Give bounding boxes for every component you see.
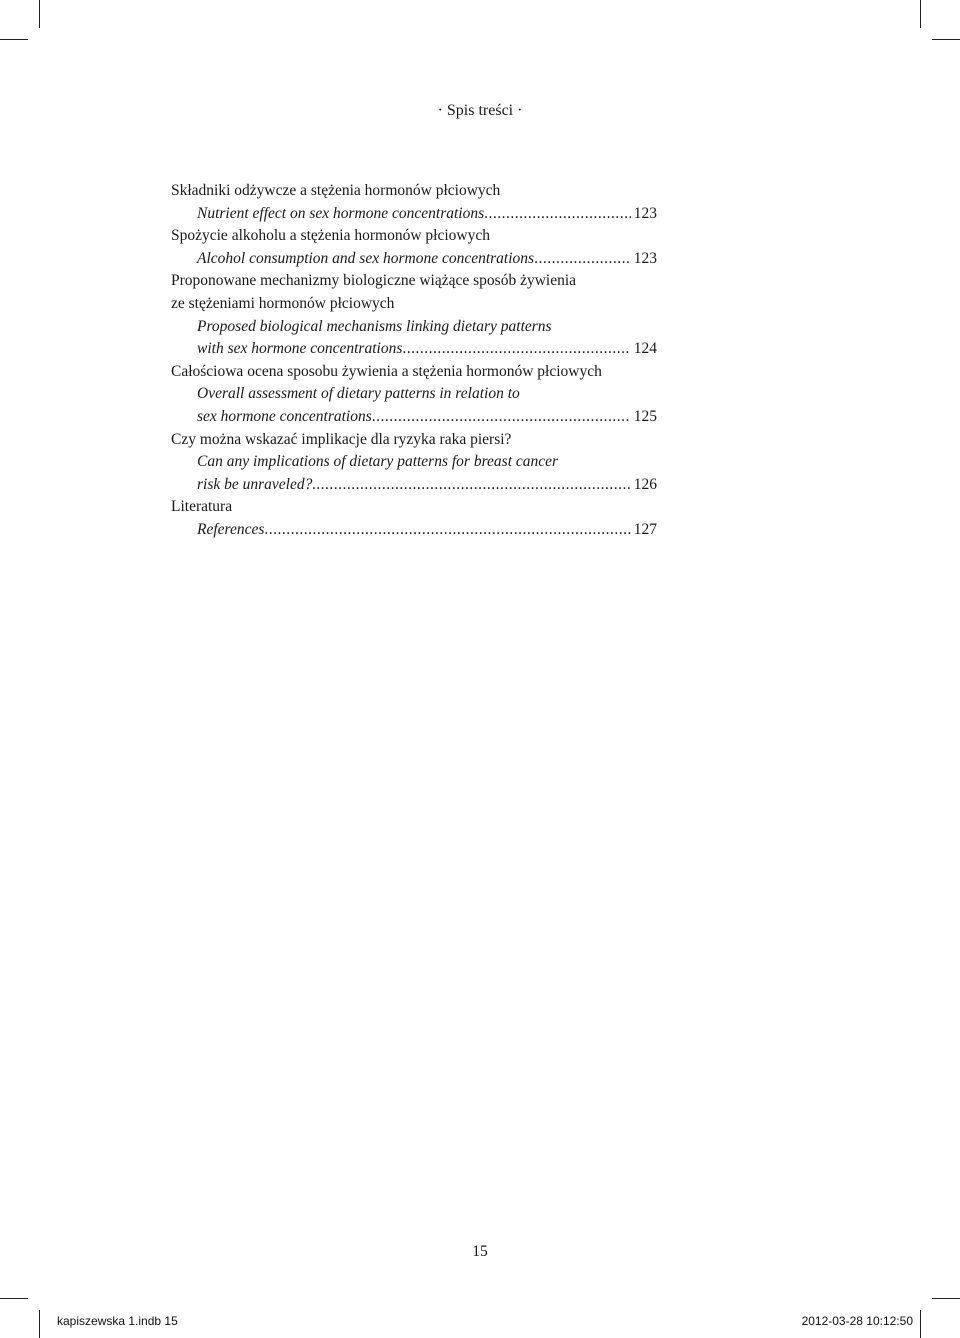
toc-entry-line: Czy można wskazać implikacje dla ryzyka raka piersi? (171, 430, 512, 448)
toc-entry-line: ze stężeniami hormonów płciowych (171, 294, 395, 312)
crop-mark-bottom-left-horizontal (0, 1298, 28, 1299)
crop-mark-top-right-vertical (920, 0, 921, 28)
dot-leader (372, 406, 631, 429)
crop-mark-top-right-horizontal (932, 39, 960, 40)
toc-page-number: 125 (633, 407, 657, 425)
toc-entry-line: Proposed biological mechanisms linking dietary patterns (197, 317, 552, 335)
toc-entry-line: Proponowane mechanizmy biologiczne wiążące sposób żywienia (171, 272, 577, 290)
toc-entry-text: References (197, 520, 265, 538)
crop-mark-bottom-left-vertical (39, 1310, 40, 1338)
toc-entry-line-with-page (171, 474, 657, 497)
toc-page-number: 126 (633, 475, 657, 493)
toc-entry-line-with-page (171, 338, 657, 361)
crop-mark-bottom-right-vertical (920, 1310, 921, 1338)
toc-entry-line: Overall assessment of dietary patterns in relation to (197, 385, 520, 403)
toc-entry-text: risk be unraveled?. (197, 475, 317, 493)
toc-entry-text: sex hormone concentrations (197, 407, 372, 425)
toc-entry-line: Spożycie alkoholu a stężenia hormonów płciowych (171, 227, 490, 245)
print-slug-timestamp: 2012-03-28 10:12:50 (801, 1314, 913, 1328)
toc-entry-line: Składniki odżywcze a stężenia hormonów płciowych (171, 182, 501, 199)
toc-entry-line-with-page (171, 203, 657, 226)
dot-leader (316, 474, 631, 497)
page-number: 15 (472, 1243, 488, 1260)
dot-leader (402, 338, 630, 361)
toc-entry-line-with-page (171, 519, 657, 542)
toc-entry-line-with-page (171, 248, 657, 271)
toc-entry-line: Literatura (171, 498, 233, 516)
toc-entry-line: Can any implications of dietary patterns for breast cancer (197, 453, 559, 471)
toc-page-number: 124 (633, 340, 657, 358)
crop-mark-top-left-vertical (39, 0, 40, 28)
dot-leader (264, 519, 630, 542)
page-header-title: · Spis treści · (437, 102, 523, 119)
table-of-contents (171, 180, 657, 542)
crop-mark-bottom-right-horizontal (932, 1298, 960, 1299)
toc-page-number: 127 (633, 520, 657, 538)
print-slug-filename: kapiszewska 1.indb 15 (57, 1314, 178, 1328)
toc-entry-line: Całościowa ocena sposobu żywienia a stężenia hormonów płciowych (171, 362, 602, 380)
dot-leader (484, 203, 631, 226)
toc-entry-line-with-page (171, 406, 657, 429)
toc-page-number: 123 (633, 204, 657, 222)
toc-page-number: 123 (633, 249, 657, 267)
dot-leader (534, 248, 631, 271)
crop-mark-top-left-horizontal (0, 39, 28, 40)
toc-entry-text: Nutrient effect on sex hormone concentrations (197, 204, 485, 222)
toc-entry-text: with sex hormone concentrations (197, 340, 403, 358)
toc-entry-text: Alcohol consumption and sex hormone concentrations (197, 249, 535, 267)
